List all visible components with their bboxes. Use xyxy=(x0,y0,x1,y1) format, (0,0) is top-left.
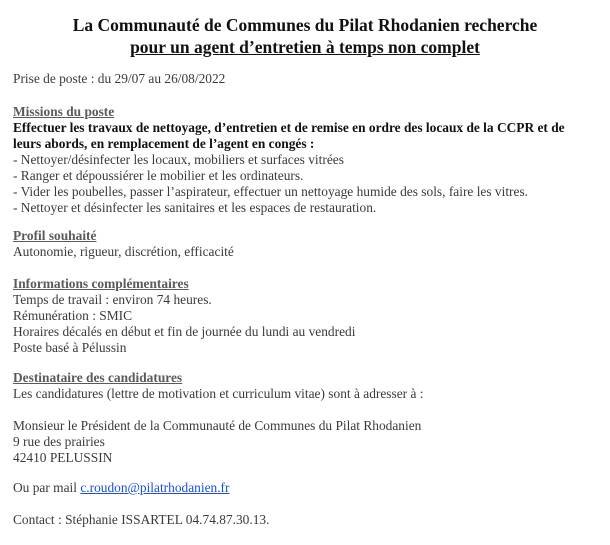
profile-heading: Profil souhaité xyxy=(13,228,97,243)
profile-section xyxy=(13,228,603,260)
mail-section xyxy=(13,480,603,496)
info-line: Rémunération : SMIC xyxy=(13,308,133,323)
address-block xyxy=(13,418,603,466)
recipient-section xyxy=(13,370,603,402)
info-line: Horaires décalés en début et fin de journée du lundi au vendredi xyxy=(13,324,356,339)
profile-text: Autonomie, rigueur, discrétion, efficacité xyxy=(13,244,234,259)
missions-section xyxy=(13,104,603,216)
page-subtitle: pour un agent d’entretien à temps non complet xyxy=(130,37,480,57)
start-date-section xyxy=(13,71,603,87)
page-title: La Communauté de Communes du Pilat Rhodanien recherche xyxy=(72,15,538,35)
address-line: 42410 PELUSSIN xyxy=(13,450,113,465)
missions-heading: Missions du poste xyxy=(13,104,115,119)
address-line: 9 rue des prairies xyxy=(13,434,105,449)
info-line: Temps de travail : environ 74 heures. xyxy=(13,292,212,307)
missions-item: - Nettoyer et désinfecter les sanitaires et les espaces de restauration. xyxy=(13,200,377,215)
missions-item: - Nettoyer/désinfecter les locaux, mobiliers et surfaces vitrées xyxy=(13,152,344,167)
info-heading: Informations complémentaires xyxy=(13,276,189,291)
address-line: Monsieur le Président de la Communauté de Communes du Pilat Rhodanien xyxy=(13,418,422,433)
contact-text: Contact : Stéphanie ISSARTEL 04.74.87.30.13. xyxy=(13,512,270,527)
mail-line xyxy=(13,480,603,496)
missions-item: - Vider les poubelles, passer l’aspirateur, effectuer un nettoyage humide des sols, faire les vitres. xyxy=(13,184,529,199)
missions-item: - Ranger et dépoussiérer le mobilier et les ordinateurs. xyxy=(13,168,304,183)
missions-intro: Effectuer les travaux de nettoyage, d’entretien et de remise en ordre des locaux de la CCPR et de leurs abords, en remplacement de l’agent en congés : xyxy=(13,120,565,151)
recipient-heading: Destinataire des candidatures xyxy=(13,370,183,385)
start-date-text: Prise de poste : du 29/07 au 26/08/2022 xyxy=(13,71,226,86)
info-line: Poste basé à Pélussin xyxy=(13,340,127,355)
mail-prefix: Ou par mail xyxy=(13,480,81,495)
contact-section xyxy=(13,512,603,528)
document-header xyxy=(0,14,610,58)
info-section xyxy=(13,276,603,356)
email-link[interactable]: c.roudon@pilatrhodanien.fr xyxy=(80,480,230,495)
recipient-text: Les candidatures (lettre de motivation et curriculum vitae) sont à adresser à : xyxy=(13,386,424,401)
